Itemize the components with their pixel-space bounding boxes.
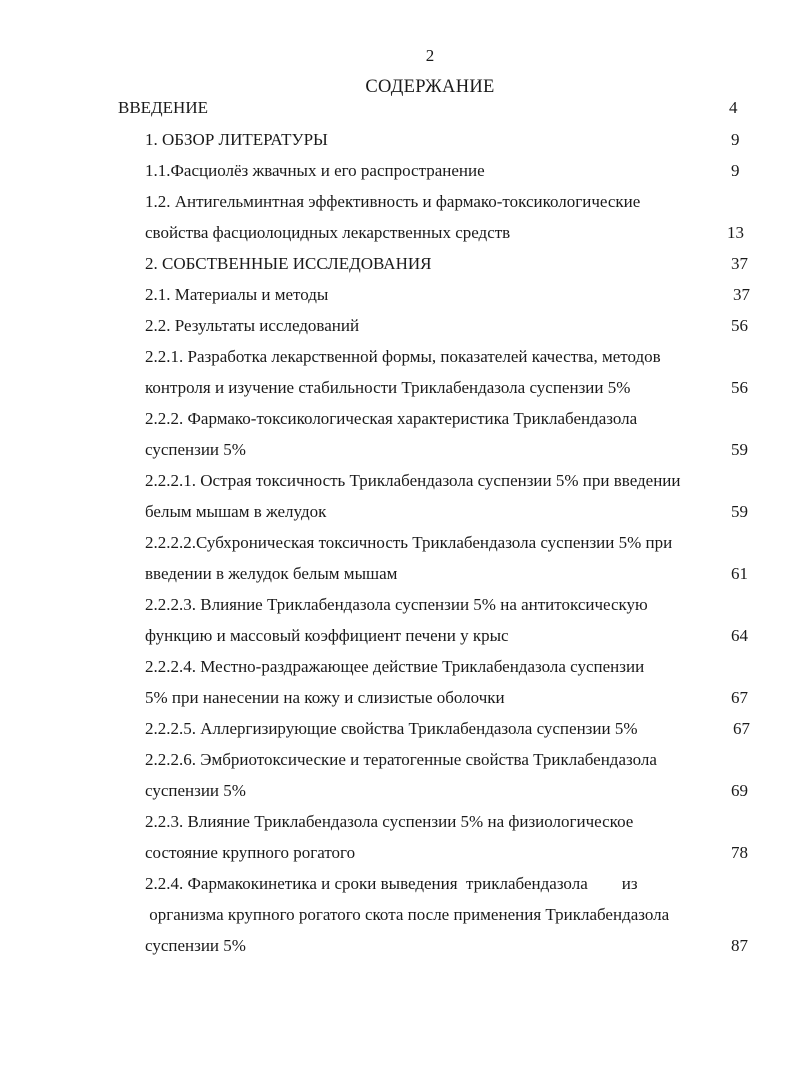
- toc-entry-text: 1. ОБЗОР ЛИТЕРАТУРЫ: [145, 130, 328, 149]
- toc-entry-text: 1.2. Антигельминтная эффективность и фармако-токсикологические: [145, 192, 641, 211]
- toc-entry-page: 67: [733, 719, 750, 738]
- toc-entry-text: 2.1. Материалы и методы: [145, 285, 329, 304]
- toc-entry-page: 64: [731, 626, 748, 645]
- toc-entry-text: суспензии 5%: [145, 781, 246, 800]
- toc-entry-text: 2.2.2.2.Субхроническая токсичность Триклабендазола суспензии 5% при: [145, 533, 673, 552]
- toc-entry-text: 2.2.1. Разработка лекарственной формы, показателей качества, методов: [145, 347, 661, 366]
- toc-entry-text: 2.2.2.5. Аллергизирующие свойства Триклабендазола суспензии 5%: [145, 719, 638, 738]
- toc-entry-text: суспензии 5%: [145, 440, 246, 459]
- toc-entry-text: 2. СОБСТВЕННЫЕ ИССЛЕДОВАНИЯ: [145, 254, 432, 273]
- toc-entry-text: 2.2.2.1. Острая токсичность Триклабендазола суспензии 5% при введении: [145, 471, 681, 490]
- toc-entry-text: введении в желудок белым мышам: [145, 564, 398, 583]
- toc-entry-text: функцию и массовый коэффициент печени у крыс: [145, 626, 509, 645]
- toc-entry-page: 69: [731, 781, 748, 800]
- toc-entry-text: 1.1.Фасциолёз жвачных и его распространение: [145, 161, 485, 180]
- toc-entry-page: 37: [731, 254, 748, 273]
- toc-entry-page: 59: [731, 502, 748, 521]
- toc-entry-text: 5% при нанесении на кожу и слизистые оболочки: [145, 688, 505, 707]
- toc-entry-text: контроля и изучение стабильности Триклабендазола суспензии 5%: [145, 378, 631, 397]
- toc-entry-page: 13: [727, 223, 744, 242]
- toc-entry-page: 4: [729, 98, 738, 117]
- page-number: 2: [425, 46, 435, 65]
- toc-entry-text: ВВЕДЕНИЕ: [118, 98, 208, 117]
- toc-entry-text: организма крупного рогатого скота после применения Триклабендазола: [145, 905, 670, 924]
- toc-entry-text: состояние крупного рогатого: [145, 843, 356, 862]
- toc-entry-page: 67: [731, 688, 748, 707]
- toc-entry-text: 2.2. Результаты исследований: [145, 316, 360, 335]
- toc-entry-page: 9: [731, 130, 740, 149]
- toc-entry-page: 56: [731, 316, 748, 335]
- toc-entry-text: белым мышам в желудок: [145, 502, 327, 521]
- toc-entry-page: 61: [731, 564, 748, 583]
- toc-entry-text: 2.2.4. Фармакокинетика и сроки выведения триклабендазола из: [145, 874, 638, 893]
- toc-entry-text: 2.2.2.4. Местно-раздражающее действие Триклабендазола суспензии: [145, 657, 645, 676]
- toc-entry-text: 2.2.2.6. Эмбриотоксические и тератогенные свойства Триклабендазола: [145, 750, 657, 769]
- toc-entry-text: 2.2.2.3. Влияние Триклабендазола суспензии 5% на антитоксическую: [145, 595, 648, 614]
- toc-entry-page: 59: [731, 440, 748, 459]
- toc-title: СОДЕРЖАНИЕ: [365, 77, 495, 97]
- toc-entry-page: 78: [731, 843, 748, 862]
- toc-entry-text: свойства фасциолоцидных лекарственных средств: [145, 223, 511, 242]
- toc-entry-text: 2.2.2. Фармако-токсикологическая характеристика Триклабендазола: [145, 409, 638, 428]
- toc-entry-page: 56: [731, 378, 748, 397]
- toc-entry-text: суспензии 5%: [145, 936, 246, 955]
- toc-entry-page: 37: [733, 285, 750, 304]
- toc-entry-page: 9: [731, 161, 740, 180]
- toc-entry-page: 87: [731, 936, 748, 955]
- toc-entry-text: 2.2.3. Влияние Триклабендазола суспензии 5% на физиологическое: [145, 812, 634, 831]
